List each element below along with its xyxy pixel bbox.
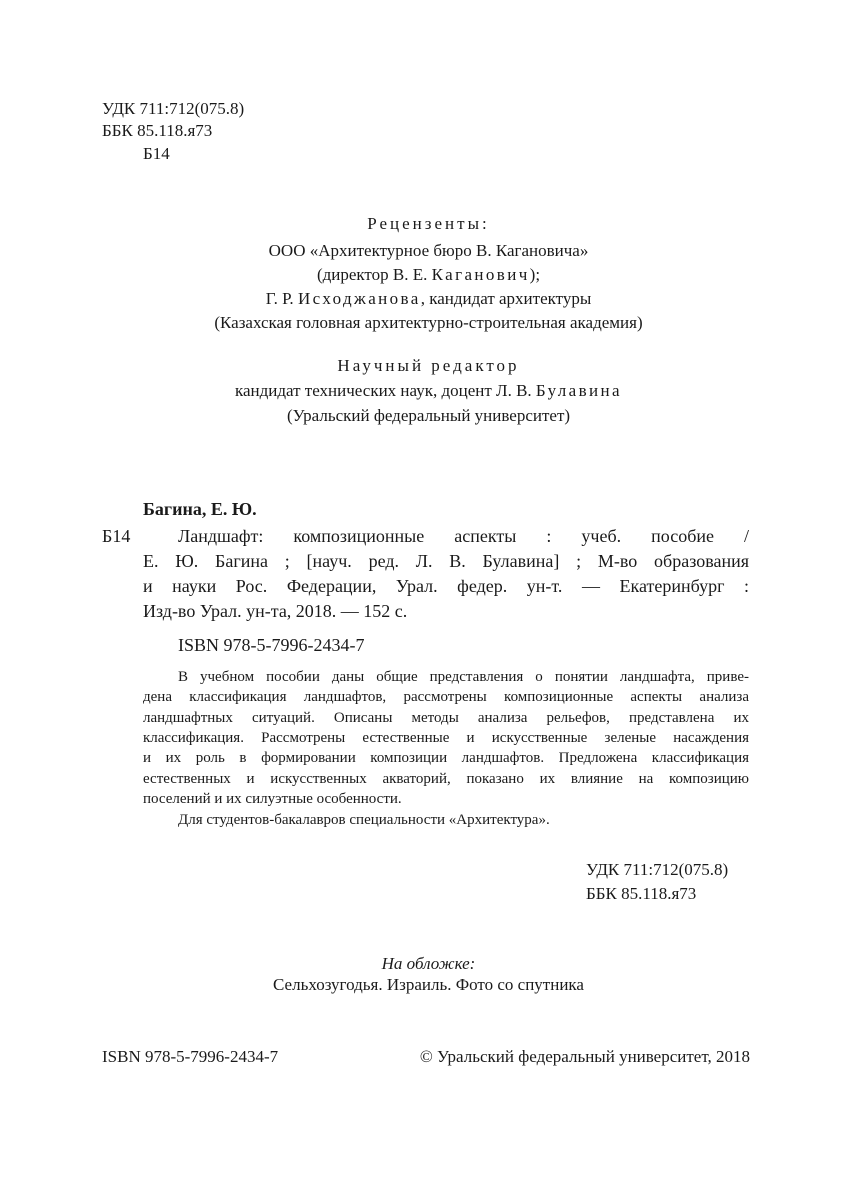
editor-credentials [0,380,857,402]
editor-name: Булавина [535,381,622,400]
reviewer2-org: (Казахская головная архитектурно-строительная академия) [214,313,643,332]
reviewers-heading: Рецензенты: [367,214,490,233]
reviewer-org: ООО «Архитектурное бюро В. Кагановича» [268,241,589,260]
reviewer-director [0,264,857,286]
editor-org: (Уральский федеральный университет) [286,406,571,425]
footer-copyright: © Уральский федеральный университет, 2018 [419,1047,750,1066]
director-prefix: (директор В. Е. [316,265,432,284]
catalog-mark: Б14 [102,526,131,546]
cover-text: Сельхозугодья. Израиль. Фото со спутника [273,975,584,994]
reviewer2-name: Исходжанова [297,289,421,308]
catalog-line-1: Ландшафт: композиционные аспекты : учеб. пособие / [178,526,749,546]
catalog-author: Багина, Е. Ю. [143,499,257,519]
catalog-line-4: Изд-во Урал. ун-та, 2018. — 152 с. [143,601,408,621]
abstract-line-6: естественных и искусственных акваторий, показано их влияние на композицию [143,771,749,787]
author-mark-top: Б14 [143,144,170,163]
reviewer2-title: , кандидат архитектуры [420,289,592,308]
cover-heading: На обложке: [381,954,476,973]
abstract-line-2: дена классификация ландшафтов, рассмотрены композиционные аспекты анализа [143,689,749,705]
footer-isbn: ISBN 978-5-7996-2434-7 [102,1047,279,1066]
udk-code-top: УДК 711:712(075.8) [102,99,245,118]
editor-credentials-text: кандидат технических наук, доцент Л. В. [234,381,536,400]
abstract-line-5: и их роль в формировании композиции ландшафтов. Предложена классификация [143,750,749,766]
bbk-code-bottom: ББК 85.118.я73 [586,884,697,903]
director-suffix: ); [529,265,541,284]
udk-code-bottom: УДК 711:712(075.8) [586,860,729,879]
abstract-line-7: поселений и их силуэтные особенности. [143,791,402,807]
abstract-line-4: классификация. Рассмотрены естественные и искусственные зеленые насаждения [143,730,749,746]
reviewer2-initials: Г. Р. [265,289,298,308]
catalog-line-3: и науки Рос. Федерации, Урал. федер. ун-т. — Екатеринбург : [143,576,749,596]
editor-heading: Научный редактор [337,356,520,375]
abstract-line-1: В учебном пособии даны общие представления о понятии ландшафта, приве- [178,669,749,685]
catalog-line-2: Е. Ю. Багина ; [науч. ред. Л. В. Булавина] ; М-во образования [143,551,749,571]
bbk-code-top: ББК 85.118.я73 [102,121,213,140]
reviewer-2 [0,288,857,310]
catalog-isbn: ISBN 978-5-7996-2434-7 [178,635,365,655]
abstract-line-3: ландшафтных ситуаций. Описаны методы анализа рельефов, представлена их [143,710,749,726]
director-name: Каганович [431,265,530,284]
abstract-audience: Для студентов-бакалавров специальности «Архитектура». [178,812,550,828]
